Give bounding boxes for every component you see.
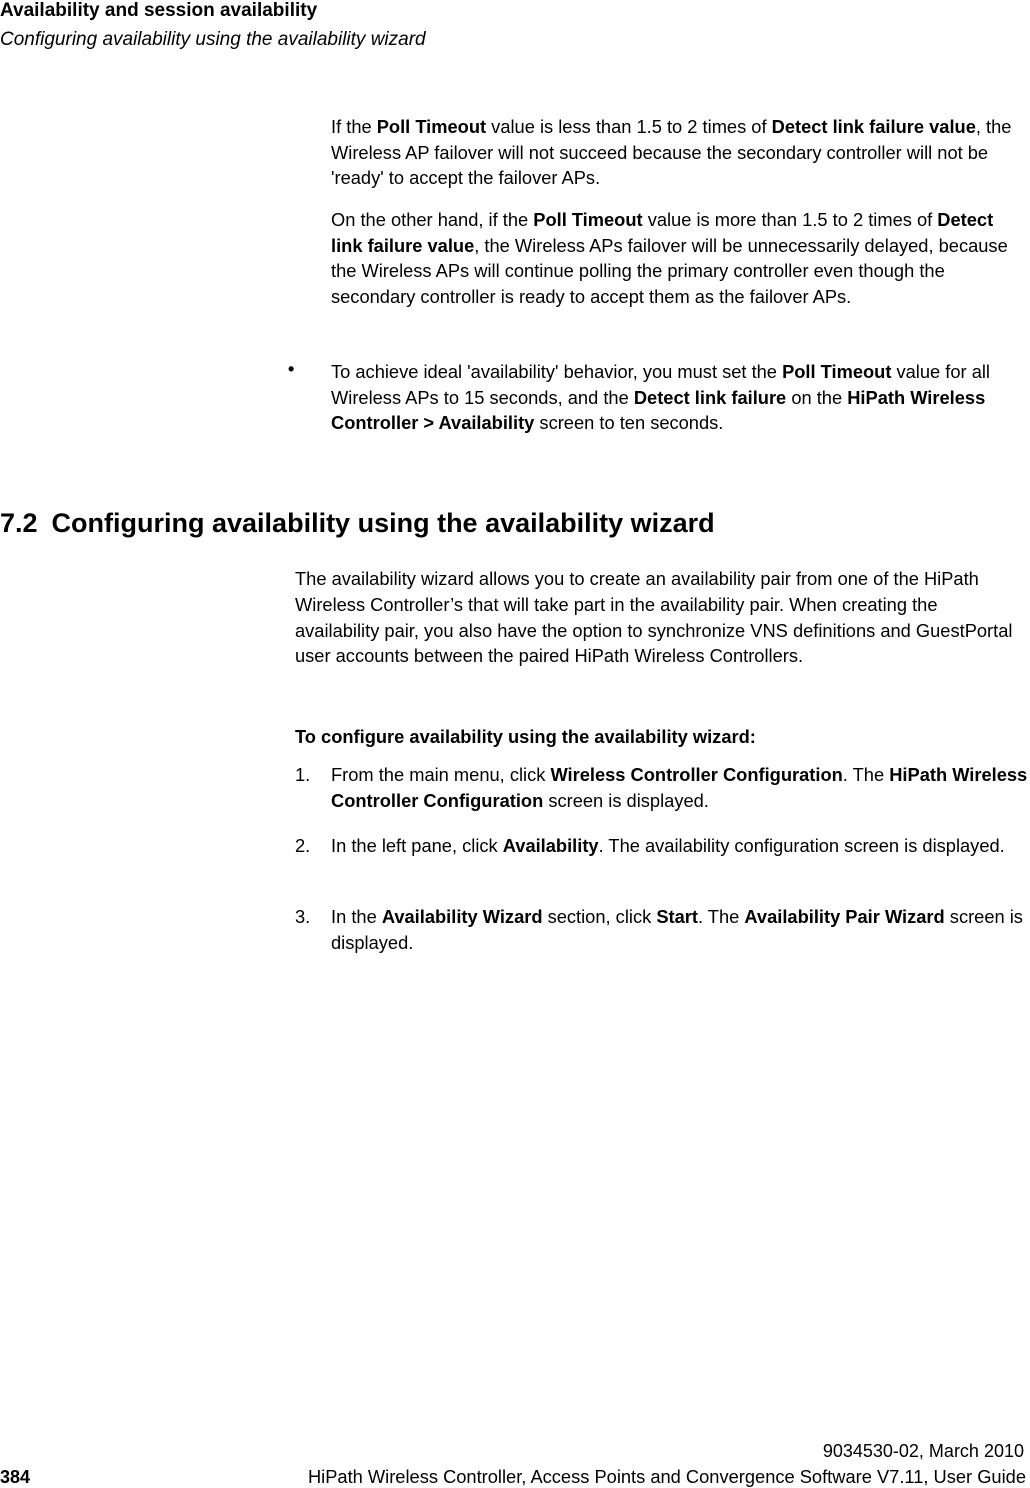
bullet-ideal-availability: To achieve ideal 'availability' behavior, you must set the Poll Timeout value for all Wireless APs to 15 seconds, and the Detect link failure on the HiPath Wireless Controller > Availability screen to ten seconds. <box>331 361 990 433</box>
step-number: 1. <box>295 764 311 785</box>
step-3: In the Availability Wizard section, click Start. The Availability Pair Wizard screen is displayed. <box>331 906 1023 953</box>
step-number: 3. <box>295 906 311 927</box>
step-1: From the main menu, click Wireless Controller Configuration. The HiPath Wireless Controller Configuration screen is displayed. <box>331 764 1028 811</box>
running-header-subtitle: Configuring availability using the availability wizard <box>0 29 426 50</box>
section-heading <box>0 506 715 540</box>
footer-doc-ref: 9034530-02, March 2010 <box>822 1441 1024 1461</box>
paragraph-poll-timeout-less: If the Poll Timeout value is less than 1.5 to 2 times of Detect link failure value, the Wireless AP failover will not succeed because the secondary controller will not be 'ready' to accept the failover APs. <box>331 116 1012 188</box>
step-number: 2. <box>295 835 311 856</box>
step-2: In the left pane, click Availability. The availability configuration screen is displayed. <box>331 835 1005 856</box>
running-header-title: Availability and session availability <box>0 0 318 21</box>
footer-doc-title: HiPath Wireless Controller, Access Points and Convergence Software V7.11, User Guide <box>307 1466 1026 1487</box>
section-intro: The availability wizard allows you to create an availability pair from one of the HiPath Wireless Controller’s that will take part in the availability pair. When creating the availability pair, you also have the option to synchronize VNS definitions and GuestPortal user accounts between the paired HiPath Wireless Controllers. <box>295 568 1013 667</box>
procedure-title: To configure availability using the availability wizard: <box>295 726 756 747</box>
section-title: Configuring availability using the availability wizard <box>51 508 715 538</box>
section-number: 7.2 <box>0 508 38 538</box>
bullet-marker: • <box>288 359 295 379</box>
footer-page-number: 384 <box>0 1467 31 1487</box>
paragraph-poll-timeout-more: On the other hand, if the Poll Timeout value is more than 1.5 to 2 times of Detect link failure value, the Wireless APs failover will be unnecessarily delayed, because the Wireless APs will continue polling the primary controller even though the secondary controller is ready to accept them as the failover APs. <box>331 209 1008 307</box>
